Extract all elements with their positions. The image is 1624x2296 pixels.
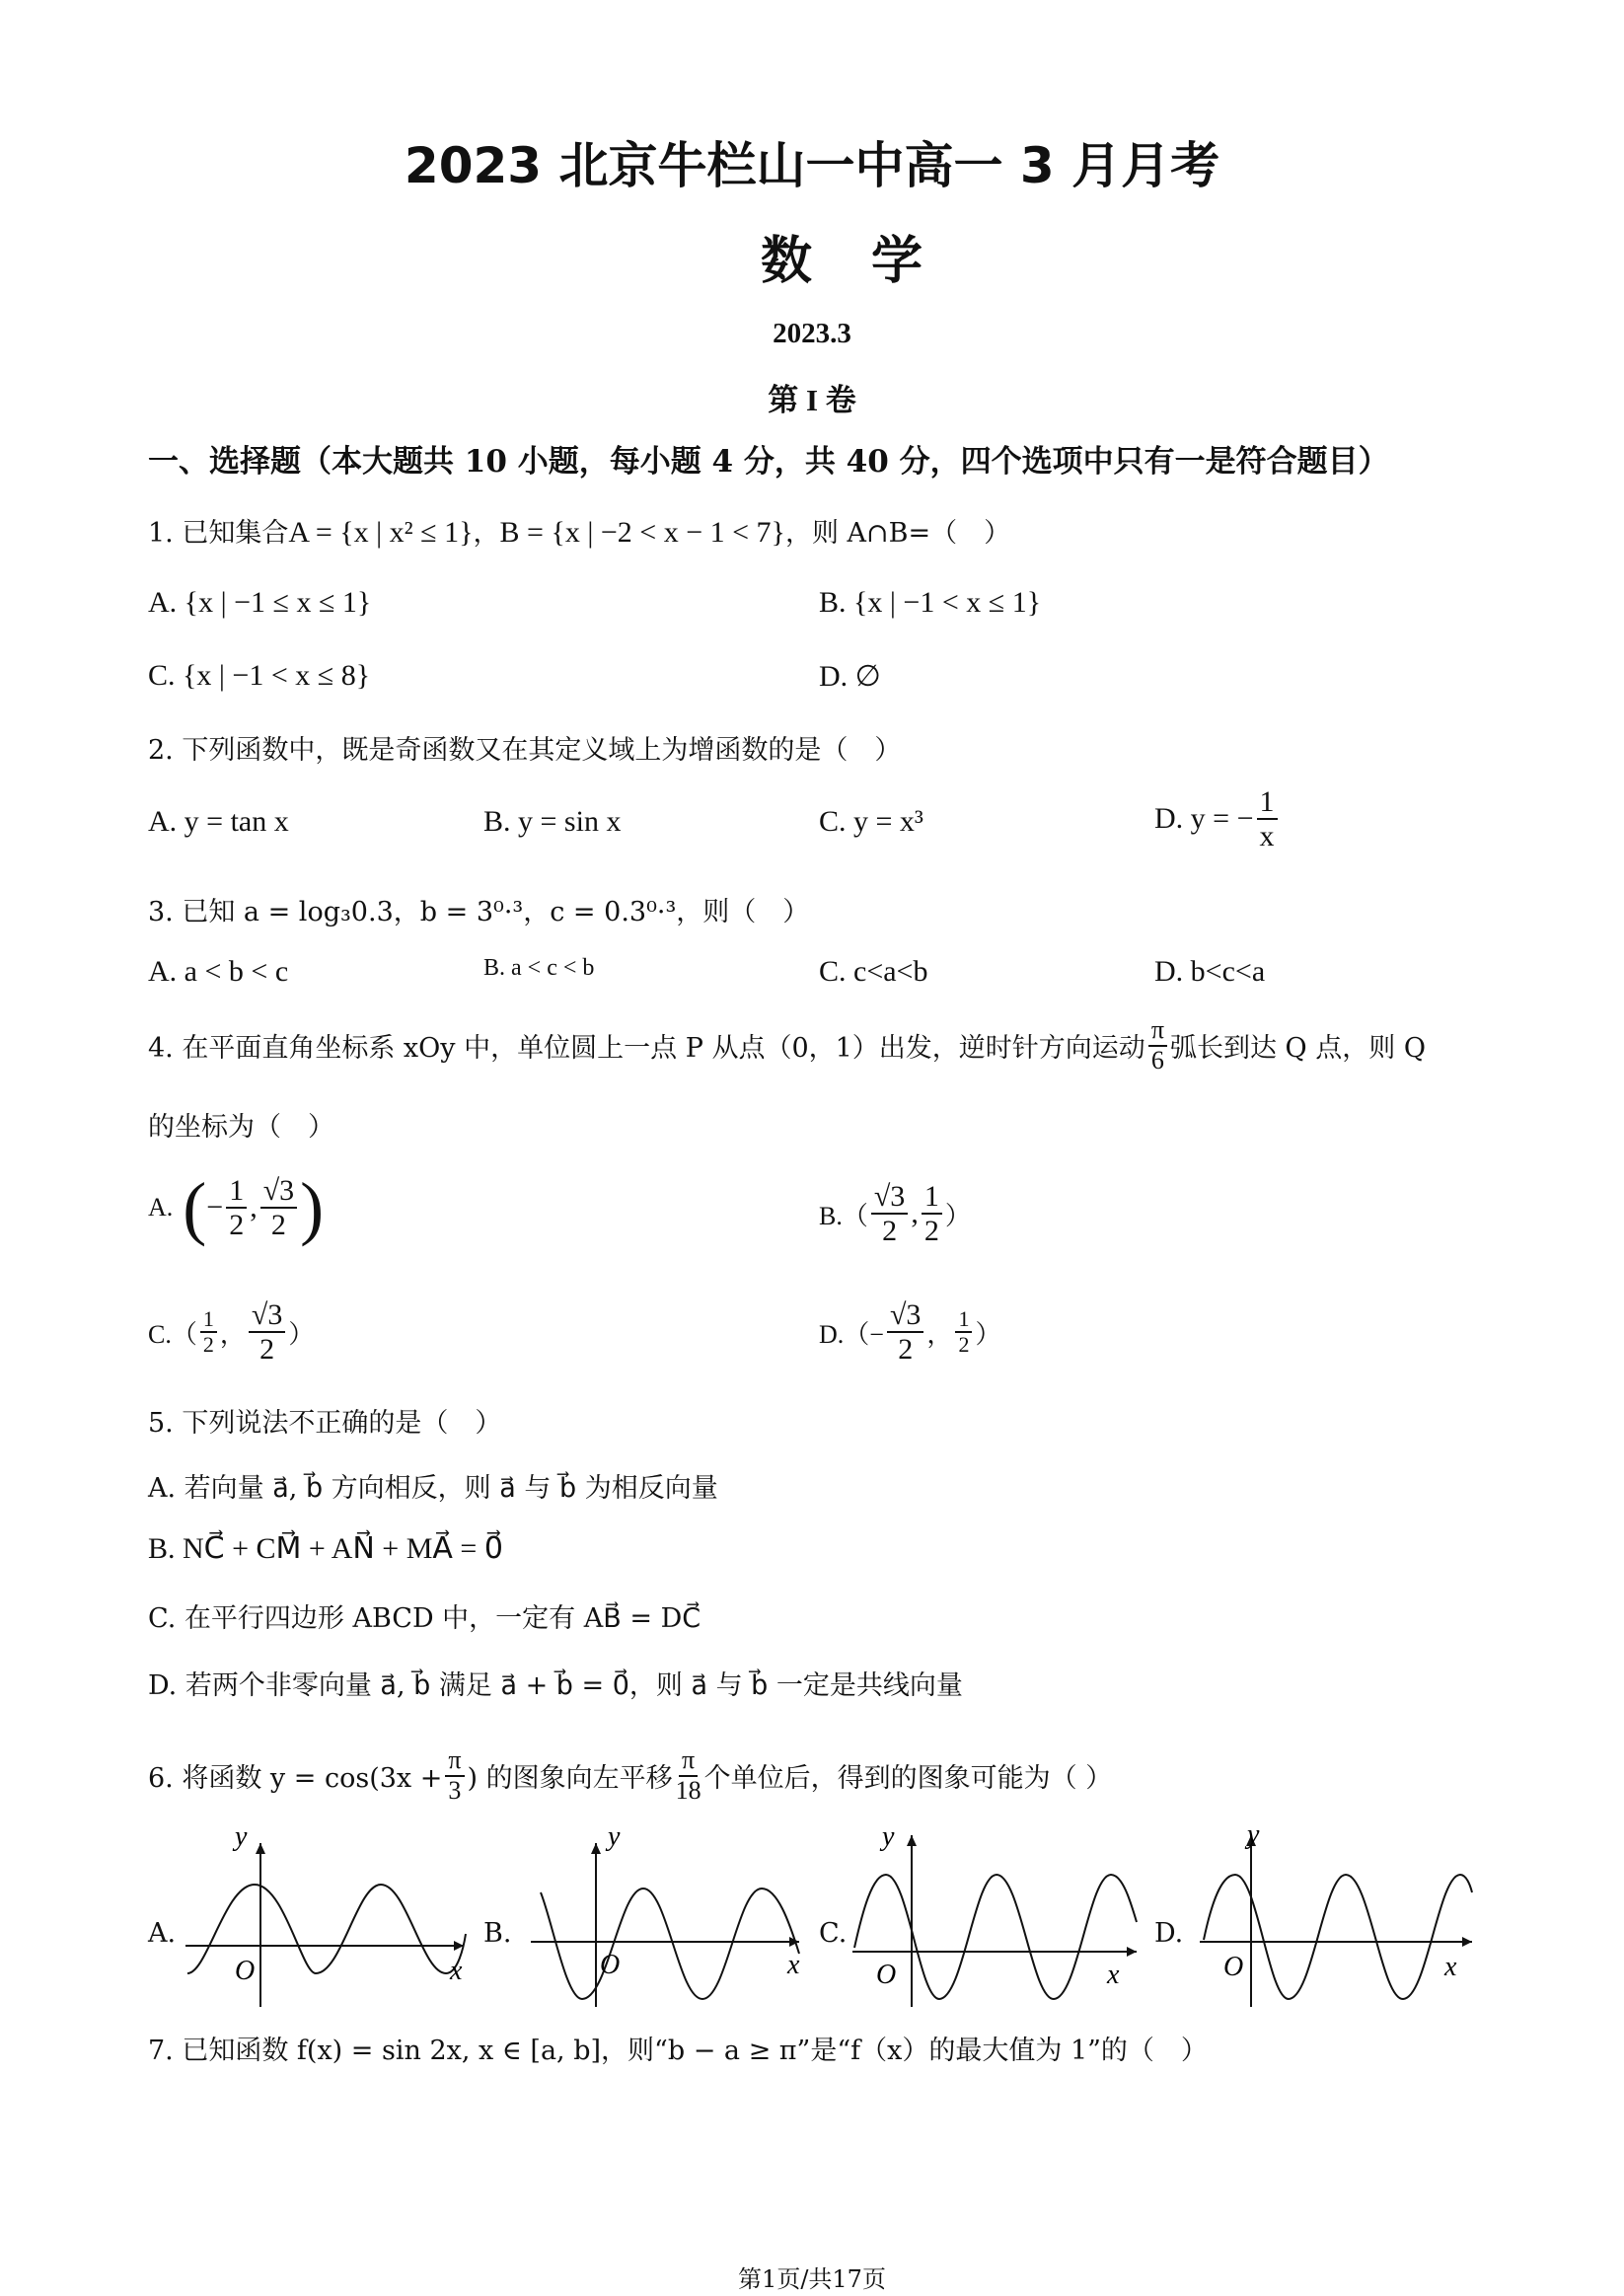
q4-option-b xyxy=(819,1180,971,1247)
q4-option-c xyxy=(148,1298,314,1366)
q3-option-a: A. a < b < c xyxy=(148,955,289,988)
fraction-denominator: 2 xyxy=(882,1215,898,1247)
fraction-numerator: 1 xyxy=(200,1307,217,1333)
q6-stem-part2: ) 的图象向左平移 xyxy=(467,1763,673,1795)
y-arrow-icon xyxy=(907,1835,917,1846)
q6-stem xyxy=(148,1746,1112,1805)
y-arrow-icon xyxy=(256,1843,265,1854)
fraction-denominator: 2 xyxy=(259,1333,275,1366)
fraction-numerator: π xyxy=(445,1746,464,1777)
comma: , xyxy=(250,1191,258,1223)
x-axis-label: x xyxy=(787,1950,800,1980)
cosine-curve xyxy=(187,1885,466,1973)
q2-stem: 2. 下列函数中，既是奇函数又在其定义域上为增函数的是（ ） xyxy=(148,735,902,766)
cosine-curve xyxy=(1204,1875,1472,1999)
q1-option-c: C. {x | −1 < x ≤ 8} xyxy=(148,659,371,692)
subject-title: 数学 xyxy=(760,232,982,291)
x-arrow-icon xyxy=(1462,1937,1472,1947)
fraction-numerator: √3 xyxy=(260,1174,297,1209)
q6-graph-c xyxy=(849,1823,1144,2011)
comma: ， xyxy=(926,1319,953,1349)
cosine-curve xyxy=(541,1889,799,1999)
y-axis-label: y xyxy=(882,1823,895,1852)
q4-option-c-frac2 xyxy=(249,1298,285,1366)
fraction-denominator: 2 xyxy=(202,1332,214,1357)
fraction-denominator: 18 xyxy=(675,1775,701,1805)
fraction-numerator: π xyxy=(679,1746,698,1777)
q1-set-b: B = {x | −2 < x − 1 < 7} xyxy=(499,516,785,549)
exam-title: 2023 北京牛栏山一中高一 3 月月考 xyxy=(404,137,1220,194)
q1-set-a: A = {x | x² ≤ 1} xyxy=(288,516,474,549)
paren-close: ） xyxy=(288,1319,315,1349)
page-number: 第1页/共17页 xyxy=(738,2265,886,2293)
x-arrow-icon xyxy=(1127,1947,1137,1957)
fraction-denominator: 2 xyxy=(270,1209,286,1241)
origin-label: O xyxy=(235,1956,256,1986)
q6-graph-a xyxy=(178,1823,474,2011)
y-arrow-icon xyxy=(591,1843,601,1854)
origin-label: O xyxy=(600,1950,621,1980)
q5-option-a: A. 若向量 a⃗, b⃗ 方向相反，则 a⃗ 与 b⃗ 为相反向量 xyxy=(148,1473,718,1504)
comma: , xyxy=(911,1197,919,1229)
q4-option-b-label: B.（ xyxy=(819,1201,868,1230)
q2-option-a: A. y = tan x xyxy=(148,805,289,838)
paren-open: ( xyxy=(183,1168,207,1247)
q4-option-a-frac2 xyxy=(260,1174,297,1241)
x-axis-label: x xyxy=(1444,1952,1457,1982)
q1-stem-prefix: 1. 已知集合 xyxy=(148,518,289,549)
q3-stem: 3. 已知 a = log₃0.3，b = 3⁰·³，c = 0.3⁰·³，则（ ） xyxy=(148,897,810,927)
q1-separator: ， xyxy=(473,518,500,549)
q5-option-d: D. 若两个非零向量 a⃗, b⃗ 满足 a⃗ + b⃗ = 0⃗，则 a⃗ 与 b⃗ 一定是共线向量 xyxy=(148,1670,963,1701)
x-axis-label: x xyxy=(450,1956,463,1986)
comma: ， xyxy=(219,1319,246,1349)
fraction-denominator: x xyxy=(1259,820,1275,852)
q2-option-b: B. y = sin x xyxy=(483,805,622,838)
q4-stem-part2: 弧长到达 Q 点，则 Q xyxy=(1169,1033,1426,1065)
q1-option-a: A. {x | −1 ≤ x ≤ 1} xyxy=(148,586,372,619)
q3-option-d: D. b<c<a xyxy=(1154,955,1266,988)
q4-option-c-frac1 xyxy=(200,1307,217,1357)
q5-option-b: B. NC⃗ + CM⃗ + AN⃗ + MA⃗ = 0⃗ xyxy=(148,1532,503,1565)
fraction-denominator: 2 xyxy=(958,1332,970,1357)
q2-option-d-fraction xyxy=(1257,785,1278,852)
volume-label: 第 I 卷 xyxy=(768,383,856,417)
fraction-numerator: √3 xyxy=(249,1298,285,1333)
q6-graph-c-label: C. xyxy=(819,1918,848,1949)
q2-option-c: C. y = x³ xyxy=(819,805,923,838)
q1-option-b: B. {x | −1 < x ≤ 1} xyxy=(819,586,1042,619)
q6-stem-part1: 6. 将函数 y = cos(3x + xyxy=(148,1763,443,1795)
origin-label: O xyxy=(1223,1952,1244,1982)
fraction-numerator: π xyxy=(1148,1016,1167,1047)
y-axis-label: y xyxy=(235,1823,248,1852)
fraction-numerator: 1 xyxy=(226,1174,247,1209)
q4-option-c-label: C.（ xyxy=(148,1319,197,1349)
fraction-numerator: 1 xyxy=(955,1307,972,1333)
origin-label: O xyxy=(876,1960,897,1990)
fraction-denominator: 6 xyxy=(1150,1045,1164,1074)
q4-stem-line2: 的坐标为（ ） xyxy=(148,1112,334,1143)
q4-stem-part1: 4. 在平面直角坐标系 xOy 中，单位圆上一点 P 从点（0，1）出发，逆时针方向运动 xyxy=(148,1033,1145,1065)
q4-option-d-label: D.（− xyxy=(819,1319,884,1349)
q6-graph-d xyxy=(1184,1823,1480,2011)
q1-stem-suffix: ，则 A∩B=（ ） xyxy=(784,518,1011,549)
q6-graph-d-label: D. xyxy=(1154,1918,1184,1949)
q4-option-b-frac2 xyxy=(922,1180,942,1247)
q4-option-a-frac1 xyxy=(226,1174,247,1241)
paren-close: ） xyxy=(944,1201,971,1230)
fraction-numerator: 1 xyxy=(1257,785,1278,820)
fraction-numerator: √3 xyxy=(887,1298,923,1333)
exam-date: 2023.3 xyxy=(773,318,851,349)
fraction-numerator: √3 xyxy=(871,1180,908,1215)
cosine-curve xyxy=(854,1875,1137,1999)
y-axis-label: y xyxy=(608,1823,621,1852)
q6-graph-b xyxy=(513,1823,809,2011)
q4-option-a xyxy=(148,1168,325,1247)
paren-close: ) xyxy=(300,1168,325,1247)
x-axis-label: x xyxy=(1107,1960,1120,1990)
minus-sign: − xyxy=(206,1191,224,1223)
q4-option-a-label: A. xyxy=(148,1193,174,1222)
q6-graph-b-label: B. xyxy=(483,1918,512,1949)
fraction-numerator: 1 xyxy=(922,1180,942,1215)
q6-fraction-1 xyxy=(445,1746,464,1805)
fraction-denominator: 2 xyxy=(898,1333,914,1366)
q4-option-b-frac1 xyxy=(871,1180,908,1247)
y-axis-label: y xyxy=(1247,1823,1260,1850)
q3-option-b: B. a < c < b xyxy=(483,955,595,981)
q1-option-d: D. ∅ xyxy=(819,660,881,693)
q5-stem: 5. 下列说法不正确的是（ ） xyxy=(148,1408,502,1439)
fraction-denominator: 3 xyxy=(448,1775,462,1805)
q1-stem xyxy=(148,511,1010,550)
q2-option-d-prefix: D. y = − xyxy=(1154,802,1254,835)
q4-option-d-frac1 xyxy=(887,1298,923,1366)
q7-stem: 7. 已知函数 f(x) = sin 2x, x ∈ [a, b]，则“b − a ≥ π”是“f（x）的最大值为 1”的（ ） xyxy=(148,2036,1208,2066)
q4-option-d xyxy=(819,1298,1000,1366)
q4-stem-line1 xyxy=(148,1016,1426,1074)
fraction-denominator: 2 xyxy=(229,1209,245,1241)
q6-fraction-2 xyxy=(676,1746,701,1805)
q6-stem-part3: 个单位后，得到的图象可能为（ ） xyxy=(703,1763,1113,1795)
q2-option-d xyxy=(1154,785,1281,852)
q4-option-d-frac2 xyxy=(955,1307,972,1357)
q5-option-c: C. 在平行四边形 ABCD 中，一定有 AB⃗ = DC⃗ xyxy=(148,1603,701,1634)
q3-option-c: C. c<a<b xyxy=(819,955,928,988)
section-heading: 一、选择题（本大题共 10 小题，每小题 4 分，共 40 分，四个选项中只有一是符合题目） xyxy=(148,444,1389,480)
paren-close: ） xyxy=(975,1319,1001,1349)
q4-stem-fraction xyxy=(1148,1016,1167,1074)
fraction-denominator: 2 xyxy=(923,1215,939,1247)
q6-graph-a-label: A. xyxy=(148,1918,177,1949)
